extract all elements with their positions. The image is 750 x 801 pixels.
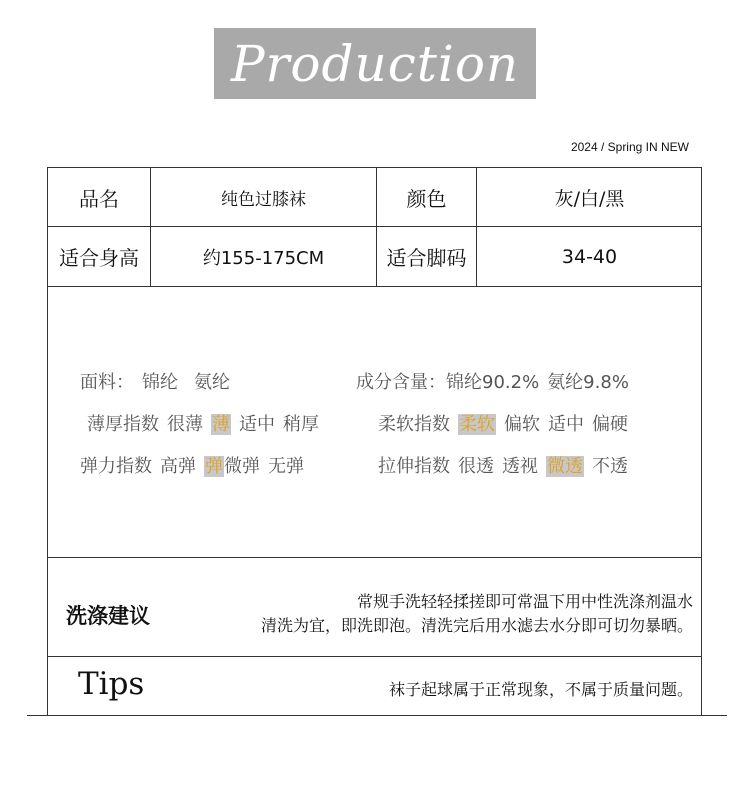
material-item: 氨纶 <box>194 372 230 393</box>
washing-line-2: 清洗为宜，即洗即泡。清洗完后用水滤去水分即可切勿暴晒。 <box>260 616 693 635</box>
composition-item: 氨纶9.8% <box>547 372 629 393</box>
thickness-option: 稍厚 <box>283 414 319 435</box>
color-label: 颜色 <box>406 186 447 211</box>
divider <box>47 557 702 558</box>
stretch-option: 很透 <box>458 456 494 477</box>
stretch-option: 透视 <box>502 456 538 477</box>
softness-option: 偏硬 <box>592 414 628 435</box>
washing-line-1: 常规手洗轻轻揉搓即可常温下用中性洗涤剂温水 <box>356 592 693 611</box>
tips-title: Tips <box>78 666 145 702</box>
divider <box>47 656 702 657</box>
product-name-value: 纯色过膝袜 <box>221 189 306 210</box>
production-banner <box>214 28 536 99</box>
tips-text: 袜子起球属于正常现象，不属于质量问题。 <box>388 680 693 699</box>
shoe-size-label: 适合脚码 <box>386 246 467 270</box>
elasticity-option-selected: 弹 <box>205 456 223 477</box>
elasticity-line <box>80 452 304 478</box>
thickness-option: 适中 <box>239 414 275 435</box>
stretch-line <box>378 452 628 478</box>
composition-line <box>356 368 629 394</box>
softness-option: 偏软 <box>504 414 540 435</box>
shoe-size-value: 34-40 <box>561 245 618 268</box>
material-line <box>80 368 230 394</box>
softness-option-selected: 柔软 <box>459 414 495 435</box>
elasticity-option: 无弹 <box>268 456 304 477</box>
product-name-label: 品名 <box>79 186 119 211</box>
stretch-option: 不透 <box>592 456 628 477</box>
elasticity-option: 高弹 <box>160 456 196 477</box>
color-value: 灰/白/黑 <box>554 187 625 210</box>
thickness-label: 薄厚指数 <box>87 414 159 435</box>
thickness-line <box>87 410 319 436</box>
composition-item: 锦纶90.2% <box>446 372 540 393</box>
thickness-option-selected: 薄 <box>212 414 230 435</box>
softness-label: 柔软指数 <box>378 414 450 435</box>
bottom-rule <box>27 715 727 716</box>
elasticity-label: 弹力指数 <box>80 456 152 477</box>
height-value: 约155-175CM <box>202 247 325 269</box>
washing-title: 洗涤建议 <box>66 604 150 628</box>
thickness-option: 很薄 <box>167 414 203 435</box>
stretch-option-selected: 微透 <box>547 456 583 477</box>
washing-instructions <box>261 590 693 638</box>
banner-title: Production <box>230 34 520 93</box>
elasticity-option: 微弹 <box>224 456 260 477</box>
material-label: 面料： <box>80 372 134 393</box>
height-label: 适合身高 <box>59 246 139 270</box>
composition-label: 成分含量： <box>356 372 446 393</box>
material-item: 锦纶 <box>142 372 178 393</box>
softness-option: 适中 <box>548 414 584 435</box>
season-label: 2024 / Spring IN NEW <box>570 140 689 154</box>
stretch-label: 拉伸指数 <box>378 456 450 477</box>
divider <box>47 286 702 287</box>
softness-line <box>378 410 628 436</box>
